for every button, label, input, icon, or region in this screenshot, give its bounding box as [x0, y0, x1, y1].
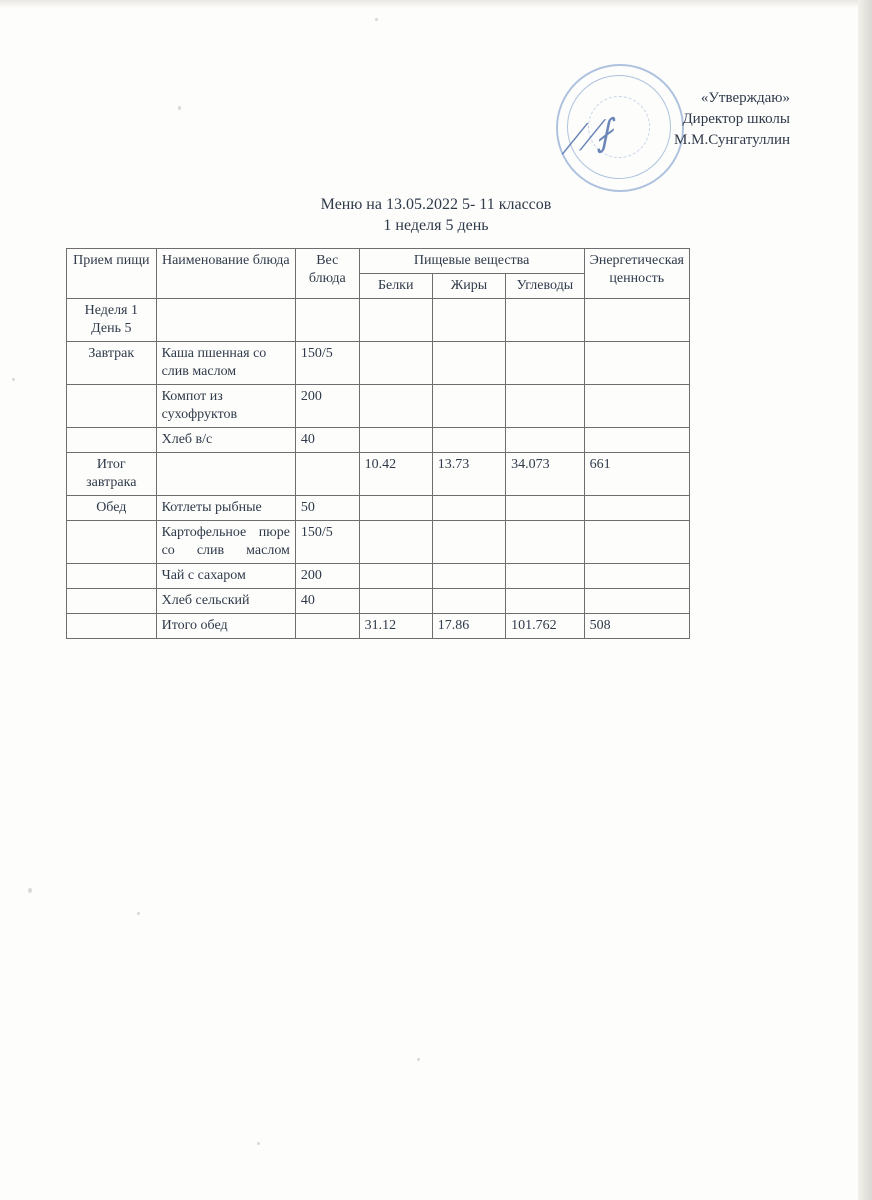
cell-energy	[584, 342, 689, 385]
approval-line-approve: «Утверждаю»	[700, 90, 790, 106]
scan-edge-top	[0, 0, 872, 8]
header-dish: Наименование блюда	[156, 249, 295, 299]
cell-energy	[584, 299, 689, 342]
director-signature-icon: ⟋⟋⨏	[559, 112, 609, 164]
cell-carbs	[506, 589, 584, 614]
cell-dish: Итого обед	[156, 614, 295, 639]
cell-protein	[359, 299, 432, 342]
cell-dish: Чай с сахаром	[156, 564, 295, 589]
table-row	[67, 589, 690, 614]
table-row	[67, 564, 690, 589]
page-title	[0, 194, 872, 236]
cell-dish: Хлеб в/с	[156, 428, 295, 453]
table-row	[67, 299, 690, 342]
cell-fat	[432, 299, 505, 342]
scan-speck	[417, 1058, 420, 1061]
scan-edge-right	[858, 0, 872, 1200]
cell-fat	[432, 428, 505, 453]
table-body	[67, 299, 690, 639]
cell-dish: Картофельное пюре со слив маслом	[156, 521, 295, 564]
scan-speck	[137, 912, 140, 915]
cell-meal: Обед	[67, 496, 157, 521]
cell-energy	[584, 385, 689, 428]
cell-carbs	[506, 342, 584, 385]
cell-protein	[359, 589, 432, 614]
scan-speck	[28, 888, 32, 893]
table-row	[67, 496, 690, 521]
cell-protein	[359, 342, 432, 385]
cell-weight	[295, 299, 359, 342]
header-protein: Белки	[359, 274, 432, 299]
header-nutrients: Пищевые вещества	[359, 249, 584, 274]
scan-speck	[12, 378, 15, 381]
scan-speck	[178, 106, 181, 110]
cell-meal	[67, 428, 157, 453]
cell-protein	[359, 521, 432, 564]
cell-weight: 150/5	[295, 342, 359, 385]
cell-meal: Итог завтрака	[67, 453, 157, 496]
cell-fat	[432, 521, 505, 564]
cell-carbs	[506, 521, 584, 564]
table-row-subtotal	[67, 453, 690, 496]
scan-speck	[257, 1142, 260, 1145]
cell-weight: 200	[295, 385, 359, 428]
cell-dish	[156, 453, 295, 496]
title-line-2: 1 неделя 5 день	[383, 217, 489, 234]
cell-carbs	[506, 564, 584, 589]
cell-meal	[67, 614, 157, 639]
cell-weight: 50	[295, 496, 359, 521]
cell-energy	[584, 496, 689, 521]
cell-fat	[432, 496, 505, 521]
cell-energy	[584, 589, 689, 614]
cell-protein: 10.42	[359, 453, 432, 496]
cell-protein	[359, 428, 432, 453]
cell-protein	[359, 496, 432, 521]
table-header-row-1	[67, 249, 690, 274]
cell-energy	[584, 521, 689, 564]
cell-fat	[432, 564, 505, 589]
cell-meal: Завтрак	[67, 342, 157, 385]
cell-carbs	[506, 496, 584, 521]
cell-dish: Каша пшенная со слив маслом	[156, 342, 295, 385]
cell-dish: Хлеб сельский	[156, 589, 295, 614]
cell-weight: 40	[295, 589, 359, 614]
cell-dish	[156, 299, 295, 342]
table-row-total	[67, 614, 690, 639]
header-meal: Прием пищи	[67, 249, 157, 299]
cell-fat	[432, 342, 505, 385]
cell-weight: 150/5	[295, 521, 359, 564]
table-header	[67, 249, 690, 299]
menu-table-wrapper	[66, 248, 690, 639]
header-fat: Жиры	[432, 274, 505, 299]
cell-carbs	[506, 299, 584, 342]
cell-fat	[432, 385, 505, 428]
cell-meal	[67, 564, 157, 589]
cell-protein: 31.12	[359, 614, 432, 639]
cell-energy: 508	[584, 614, 689, 639]
title-line-1: Меню на 13.05.2022 5- 11 классов	[320, 196, 552, 213]
cell-energy: 661	[584, 453, 689, 496]
header-energy: Энергетическая ценность	[584, 249, 689, 299]
cell-weight: 40	[295, 428, 359, 453]
cell-weight: 200	[295, 564, 359, 589]
cell-meal	[67, 521, 157, 564]
table-row	[67, 428, 690, 453]
cell-energy	[584, 428, 689, 453]
cell-meal: Неделя 1 День 5	[67, 299, 157, 342]
table-row	[67, 385, 690, 428]
cell-weight	[295, 614, 359, 639]
cell-dish: Котлеты рыбные	[156, 496, 295, 521]
cell-fat	[432, 589, 505, 614]
scan-speck	[375, 18, 378, 21]
cell-fat: 17.86	[432, 614, 505, 639]
cell-fat: 13.73	[432, 453, 505, 496]
cell-carbs: 34.073	[506, 453, 584, 496]
table-row	[67, 521, 690, 564]
approval-block	[674, 88, 790, 151]
cell-carbs: 101.762	[506, 614, 584, 639]
cell-weight	[295, 453, 359, 496]
table-row	[67, 342, 690, 385]
approval-line-position: Директор школы	[682, 111, 790, 127]
cell-dish: Компот из сухофруктов	[156, 385, 295, 428]
header-carbs: Углеводы	[506, 274, 584, 299]
cell-meal	[67, 589, 157, 614]
cell-meal	[67, 385, 157, 428]
header-weight: Вес блюда	[295, 249, 359, 299]
menu-table	[66, 248, 690, 639]
approval-line-name: М.М.Сунгатуллин	[674, 132, 790, 148]
cell-protein	[359, 385, 432, 428]
cell-protein	[359, 564, 432, 589]
cell-energy	[584, 564, 689, 589]
cell-carbs	[506, 385, 584, 428]
cell-carbs	[506, 428, 584, 453]
